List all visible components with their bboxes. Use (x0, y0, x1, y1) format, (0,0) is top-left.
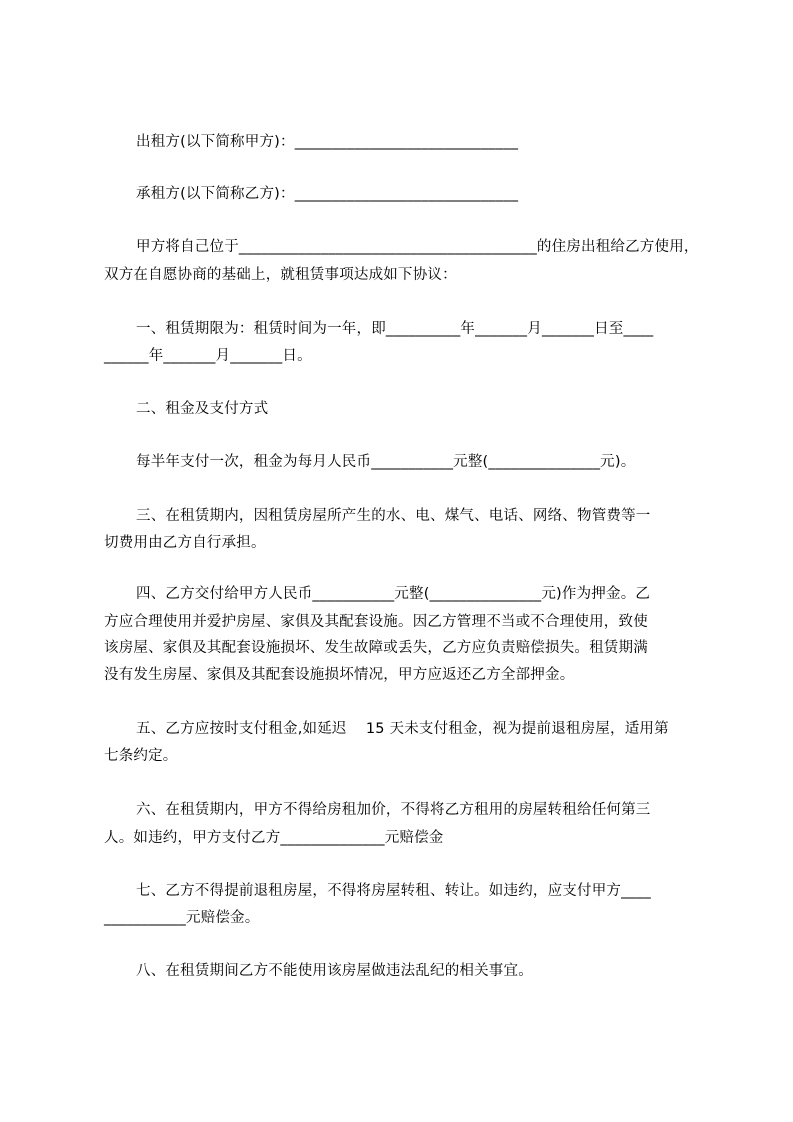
clause-7-line-1: 七、乙方不得提前退租房屋，不得将房屋转租、转让。如违约，应支付甲方____ (136, 883, 651, 899)
intro-line-2: 双方在自愿协商的基础上，就租赁事项达成如下协议： (104, 267, 457, 283)
clause-2-heading: 二、租金及支付方式 (136, 401, 269, 417)
clause-5-line-1: 五、乙方应按时支付租金,如延迟 15 天未支付租金，视为提前退租房屋，适用第 (136, 721, 669, 737)
lessor-line: 出租方(以下简称甲方)：______________________________ (136, 134, 519, 150)
clause-4-line-3: 该房屋、家俱及其配套设施损坏、发生故障或丢失，乙方应负责赔偿损失。租赁期满 (104, 640, 648, 656)
lessee-line: 承租方(以下简称乙方)：______________________________ (136, 186, 519, 202)
clause-1-line-1: 一、租赁期限为：租赁时间为一年，即__________年_______月_______日至____ (136, 321, 654, 337)
clause-5-line-2: 七条约定。 (104, 748, 178, 764)
clause-6-line-2: 人。如违约，甲方支付乙方______________元赔偿金 (104, 830, 444, 846)
clause-3-line-2: 切费用由乙方自行承担。 (104, 535, 266, 551)
clause-4-line-4: 没有发生房屋、家俱及其配套设施损坏情况，甲方应返还乙方全部押金。 (104, 667, 575, 683)
rent-payment-line: 每半年支付一次，租金为每月人民币___________元整(_______________元)。 (136, 454, 636, 470)
clause-4-line-1: 四、乙方交付给甲方人民币___________元整(_______________元)作为押金。乙 (136, 586, 651, 602)
clause-8-line: 八、在租赁期间乙方不能使用该房屋做违法乱纪的相关事宜。 (136, 963, 533, 979)
clause-6-line-1: 六、在租赁期内，甲方不得给房租加价，不得将乙方租用的房屋转租给任何第三 (136, 802, 651, 818)
clause-3-line-1: 三、在租赁期内，因租赁房屋所产生的水、电、煤气、电话、网络、物管费等一 (136, 508, 651, 524)
clause-7-line-2: ___________元赔偿金。 (104, 910, 260, 926)
clause-1-line-2: ______年_______月_______日。 (104, 348, 312, 364)
clause-4-line-2: 方应合理使用并爱护房屋、家俱及其配套设施。因乙方管理不当或不合理使用，致使 (104, 614, 648, 630)
intro-line-1: 甲方将自己位于________________________________________的住房出租给乙方使用， (136, 239, 699, 255)
